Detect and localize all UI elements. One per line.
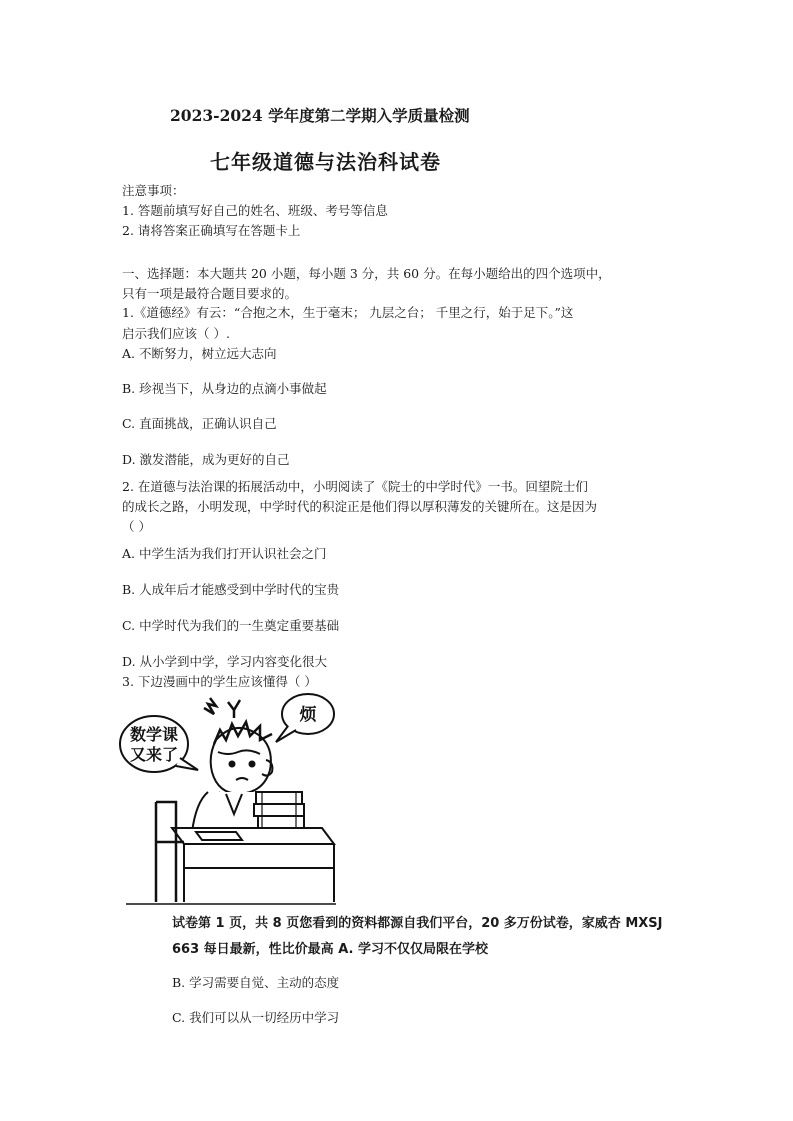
notice-item: 1. 答题前填写好自己的姓名、班级、考号等信息 — [122, 203, 388, 218]
student-cartoon-illustration — [116, 692, 342, 906]
exam-title: 七年级道德与法治科试卷 — [210, 150, 441, 174]
question-1-option-b: B. 珍视当下，从身边的点滴小事做起 — [122, 381, 327, 396]
page-footer-note: 试卷第 1 页，共 8 页您看到的资料都源自我们平台，20 多万份试卷，家威杏 MXSJ — [172, 916, 663, 931]
question-2-option-a: A. 中学生活为我们打开认识社会之门 — [122, 546, 327, 561]
desk — [172, 828, 334, 844]
irritation-mark-icon — [204, 698, 216, 714]
exam-term-heading: 2023-2024 学年度第二学期入学质量检测 — [170, 106, 470, 125]
notice-heading: 注意事项： — [122, 183, 185, 198]
question-2-stem: （ ） — [122, 519, 151, 534]
question-1-option-a: A. 不断努力，树立远大志向 — [122, 346, 277, 361]
question-1-stem: 启示我们应该（ ）. — [122, 326, 230, 341]
question-3-option-c: C. 我们可以从一切经历中学习 — [172, 1010, 340, 1025]
left-bubble-text: 数学课又来了 — [129, 725, 179, 764]
section-instruction: 一、选择题：本大题共 20 小题，每小题 3 分，共 60 分。在每小题给出的四个选项中， — [122, 266, 611, 281]
section-instruction: 只有一项是最符合题目要求的。 — [122, 286, 298, 301]
question-2-stem: 2. 在道德与法治课的拓展活动中，小明阅读了《院士的中学时代》一书。回望院士们 — [122, 479, 588, 494]
question-2-option-d: D. 从小学到中学，学习内容变化很大 — [122, 654, 328, 669]
question-1-option-c: C. 直面挑战，正确认识自己 — [122, 416, 277, 431]
right-bubble-text: 烦 — [299, 705, 317, 725]
question-2-stem: 的成长之路，小明发现，中学时代的积淀正是他们得以厚积薄发的关键所在。这是因为 — [122, 499, 598, 514]
question-1-stem: 1.《道德经》有云：“合抱之木，生于毫末； 九层之台； 千里之行，始于足下。”这 — [122, 305, 574, 320]
page-footer-note: 663 每日最新，性比价最高 A. 学习不仅仅局限在学校 — [172, 942, 488, 957]
irritation-mark-icon — [228, 700, 240, 718]
notice-item: 2. 请将答案正确填写在答题卡上 — [122, 223, 301, 238]
question-3-stem: 3. 下边漫画中的学生应该懂得（ ） — [122, 674, 317, 689]
chair — [156, 802, 184, 902]
book-stack — [256, 792, 302, 804]
question-2-option-b: B. 人成年后才能感受到中学时代的宝贵 — [122, 582, 340, 597]
question-1-option-d: D. 激发潜能，成为更好的自己 — [122, 452, 290, 467]
question-2-option-c: C. 中学时代为我们的一生奠定重要基础 — [122, 618, 340, 633]
question-3-option-b: B. 学习需要自觉、主动的态度 — [172, 975, 340, 990]
